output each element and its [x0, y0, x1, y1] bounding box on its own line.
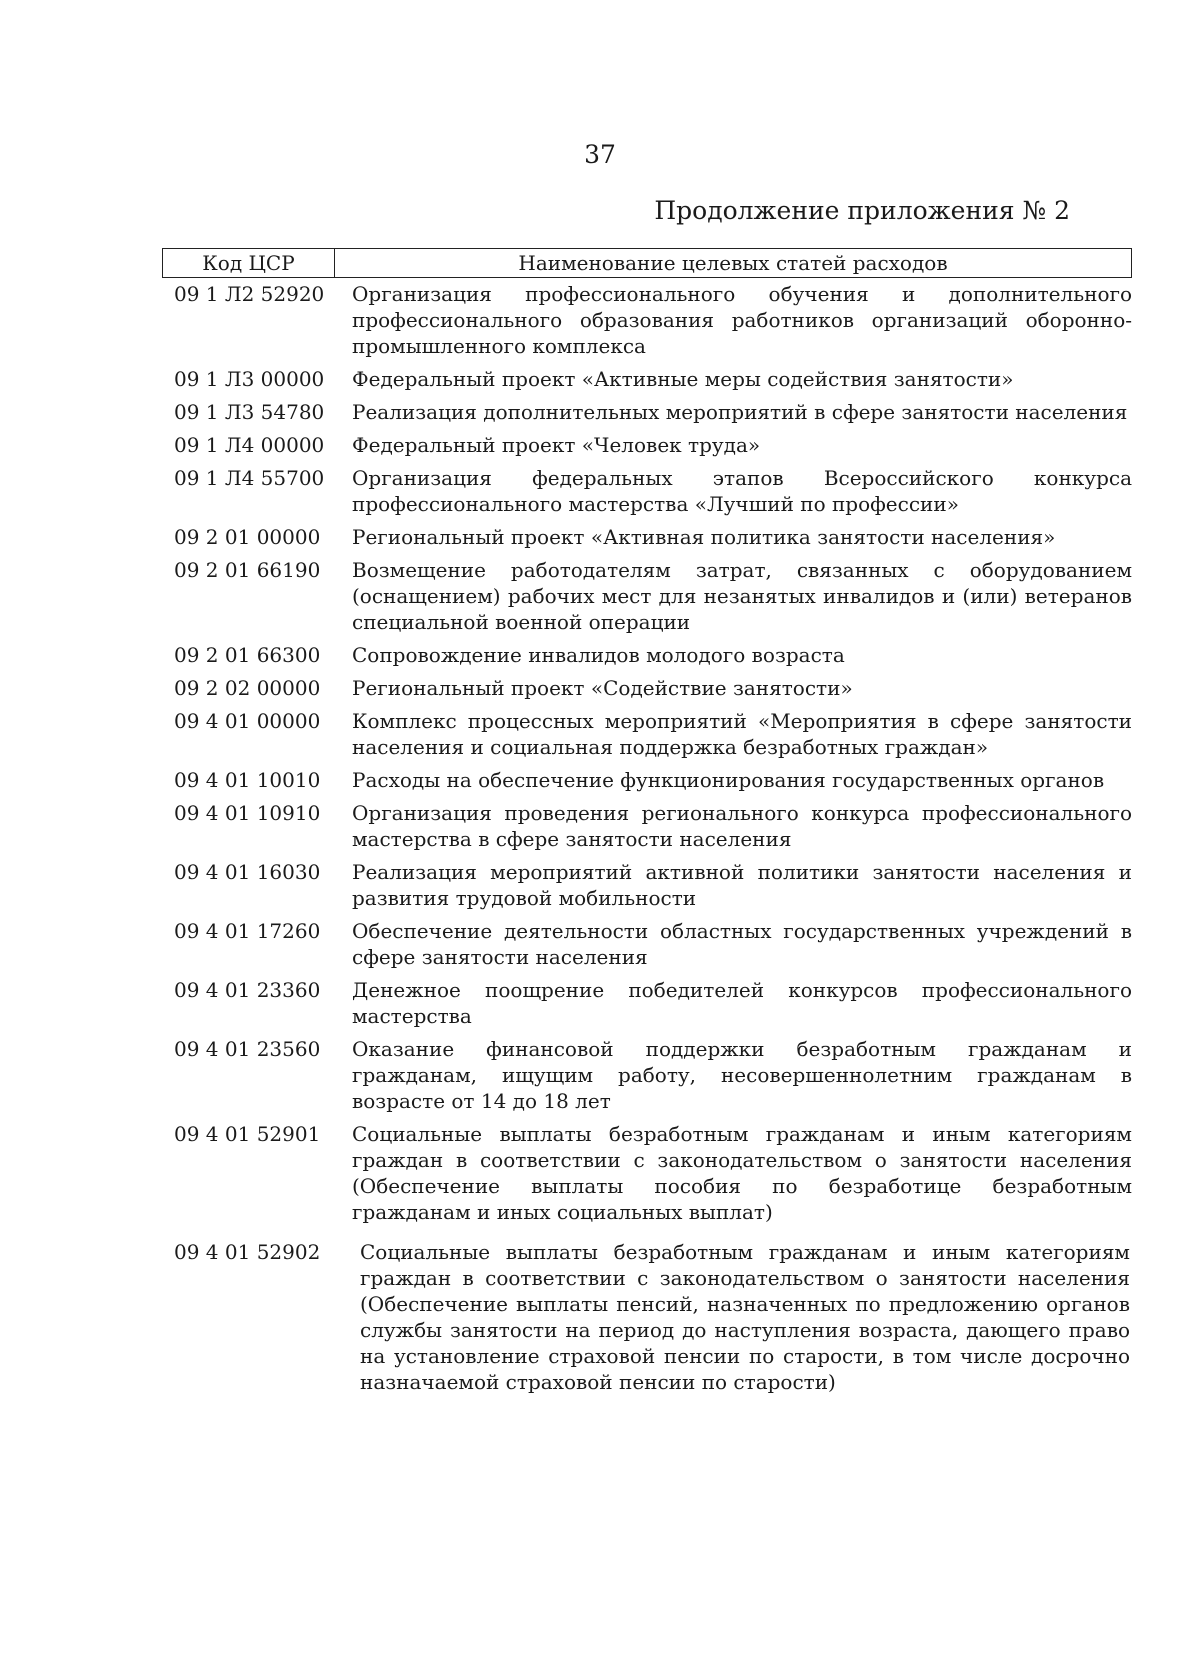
row-name: Сопровождение инвалидов молодого возраста [352, 643, 845, 667]
page-number: 37 [584, 140, 616, 169]
row-code: 09 1 Л4 00000 [174, 433, 325, 457]
row-code: 09 1 Л3 54780 [174, 400, 325, 424]
row-name: Обеспечение деятельности областных государственных учреждений в сфере занятости населения [352, 919, 1132, 969]
row-code: 09 4 01 00000 [174, 709, 321, 733]
row-code: 09 4 01 10910 [174, 801, 321, 825]
table-row [0, 1036, 1200, 1114]
row-name: Реализация дополнительных мероприятий в сфере занятости населения [352, 400, 1128, 424]
table-body [0, 281, 1200, 1402]
table-row [0, 675, 1200, 701]
table-row [0, 281, 1200, 359]
row-code: 09 4 01 17260 [174, 919, 321, 943]
appendix-title: Продолжение приложения № 2 [654, 196, 1070, 225]
row-name: Социальные выплаты безработным гражданам и иным категориям граждан в соответствии с законодательством о занятости населения (Обеспечение выплаты пособия по безработице безработным гражданам и иных социальных выплат) [352, 1122, 1132, 1224]
row-name: Социальные выплаты безработным гражданам и иным категориям граждан в соответствии с законодательством о занятости населения (Обеспечение выплаты пенсий, назначенных по предложению органов службы занятости на период до наступления возраста, дающего право на установление страховой пенсии по старости, в том числе досрочно назначаемой страховой пенсии по старости) [360, 1240, 1130, 1394]
row-name: Организация проведения регионального конкурса профессионального мастерства в сфере занятости населения [352, 801, 1132, 851]
row-code: 09 4 01 23560 [174, 1037, 321, 1061]
table-row [0, 859, 1200, 911]
row-name: Региональный проект «Содействие занятости» [352, 676, 853, 700]
row-name: Оказание финансовой поддержки безработным гражданам и гражданам, ищущим работу, несовершеннолетним гражданам в возрасте от 14 до 18 лет [352, 1037, 1132, 1113]
row-code: 09 2 02 00000 [174, 676, 321, 700]
row-name: Расходы на обеспечение функционирования государственных органов [352, 768, 1105, 792]
row-name: Федеральный проект «Активные меры содействия занятости» [352, 367, 1014, 391]
row-name: Организация профессионального обучения и дополнительного профессионального образования работников организаций оборонно-промышленного комплекса [352, 282, 1132, 358]
table-row [0, 977, 1200, 1029]
row-code: 09 4 01 23360 [174, 978, 321, 1002]
table-row [0, 557, 1200, 635]
row-code: 09 2 01 00000 [174, 525, 321, 549]
row-name: Региональный проект «Активная политика занятости населения» [352, 525, 1056, 549]
row-code: 09 1 Л2 52920 [174, 282, 325, 306]
row-code: 09 1 Л4 55700 [174, 466, 325, 490]
row-code: 09 1 Л3 00000 [174, 367, 325, 391]
table-row [0, 918, 1200, 970]
row-code: 09 2 01 66300 [174, 643, 321, 667]
row-name: Денежное поощрение победителей конкурсов профессионального мастерства [352, 978, 1132, 1028]
table-row [0, 399, 1200, 425]
row-code: 09 4 01 10010 [174, 768, 321, 792]
table-row [0, 708, 1200, 760]
table-row [0, 524, 1200, 550]
table-row [0, 1239, 1200, 1395]
header-name: Наименование целевых статей расходов [518, 251, 948, 275]
table-row [0, 642, 1200, 668]
header-code: Код ЦСР [202, 251, 295, 275]
row-code: 09 4 01 52901 [174, 1122, 321, 1146]
table-row [0, 465, 1200, 517]
table-row [0, 767, 1200, 793]
row-name: Организация федеральных этапов Всероссийского конкурса профессионального мастерства «Лучший по профессии» [352, 466, 1132, 516]
row-code: 09 4 01 52902 [174, 1240, 321, 1264]
row-code: 09 2 01 66190 [174, 558, 321, 582]
table-row [0, 800, 1200, 852]
table-row [0, 432, 1200, 458]
table-header [162, 248, 1132, 278]
row-code: 09 4 01 16030 [174, 860, 321, 884]
table-row [0, 366, 1200, 392]
row-name: Федеральный проект «Человек труда» [352, 433, 761, 457]
row-name: Возмещение работодателям затрат, связанных с оборудованием (оснащением) рабочих мест для незанятых инвалидов и (или) ветеранов специальной военной операции [352, 558, 1132, 634]
row-name: Комплекс процессных мероприятий «Мероприятия в сфере занятости населения и социальная поддержка безработных граждан» [352, 709, 1132, 759]
row-name: Реализация мероприятий активной политики занятости населения и развития трудовой мобильности [352, 860, 1132, 910]
table-row [0, 1121, 1200, 1225]
